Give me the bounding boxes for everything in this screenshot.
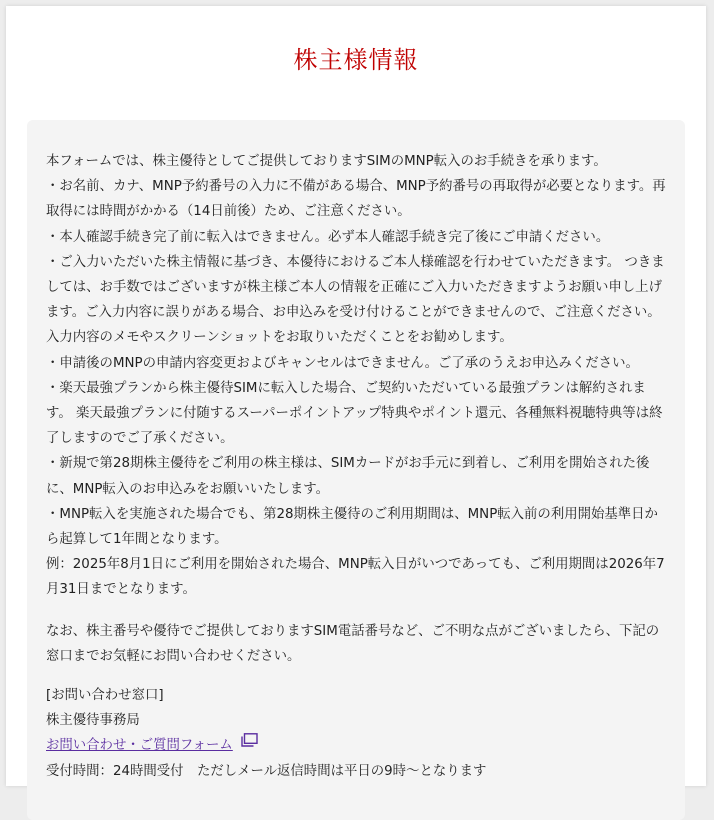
page-title: 株主様情報 [293,46,419,74]
notice-bullet: ・楽天最強プランから株主優待SIMに転入した場合、ご契約いただいている最強プランは解約されます。 楽天最強プランに付随するスーパーポイントアップ特典やポイント還元、各種無料視聴特典等は終了しますのでご了承ください。 [46,380,663,447]
notice-bullet: ・MNP転入を実施された場合でも、第28期株主優待のご利用期間は、MNP転入前の利用開始基準日から起算して1年間となります。 [46,506,658,548]
notice-bullet: ・新規で第28期株主優待をご利用の株主様は、SIMカードがお手元に到着し、ご利用を開始された後に、MNP転入のお申込みをお願いいたします。 [46,456,650,497]
notice-bullet: ・ご入力いただいた株主情報に基づき、本優待におけるご本人様確認を行わせていただきます。 つきましては、お手数ではございますが株主様ご本人の情報を正確にご入力いただきますようお願い申し上げます。ご入力内容に誤りがある場合、お申込みを受け付けることができませんので、ご注意ください。 入力内容のメモやスクリーンショットをお取りいただくことをお勧めします。 [46,254,665,346]
contact-link-row [46,733,666,758]
external-window-icon[interactable] [241,731,258,756]
form-card [6,6,706,786]
contact-office: 株主優待事務局 [46,713,140,729]
contact-heading: [お問い合わせ窓口] [46,688,164,704]
contact-form-link[interactable]: お問い合わせ・ご質問フォーム [46,738,233,754]
notice-bullet: ・お名前、カナ、MNP予約番号の入力に不備がある場合、MNP予約番号の再取得が必要となります。再取得には時間がかかる（14日前後）ため、ご注意ください。 [46,179,666,220]
contact-hours: 受付時間：24時間受付 ただしメール返信時間は平日の9時～となります [46,763,487,779]
notice-bullet: ・本人確認手続き完了前に転入はできません。必ず本人確認手続き完了後にご申請ください。 [46,229,610,245]
notice-box [27,120,685,820]
notice-bullet: ・申請後のMNPの申請内容変更およびキャンセルはできません。ご了承のうえお申込みください。 [46,355,639,371]
notice-example: 例：2025年8月1日にご利用を開始された場合、MNP転入日がいつであっても、ご利用期間は2026年7月31日までとなります。 [46,557,665,598]
notice-intro: 本フォームでは、株主優待としてご提供しておりますSIMのMNP転入のお手続きを承ります。 [46,154,607,169]
notice-closing: なお、株主番号や優待でご提供しておりますSIM電話番号など、ご不明な点がございましたら、下記の窓口までお気軽にお問い合わせください。 [46,623,660,664]
